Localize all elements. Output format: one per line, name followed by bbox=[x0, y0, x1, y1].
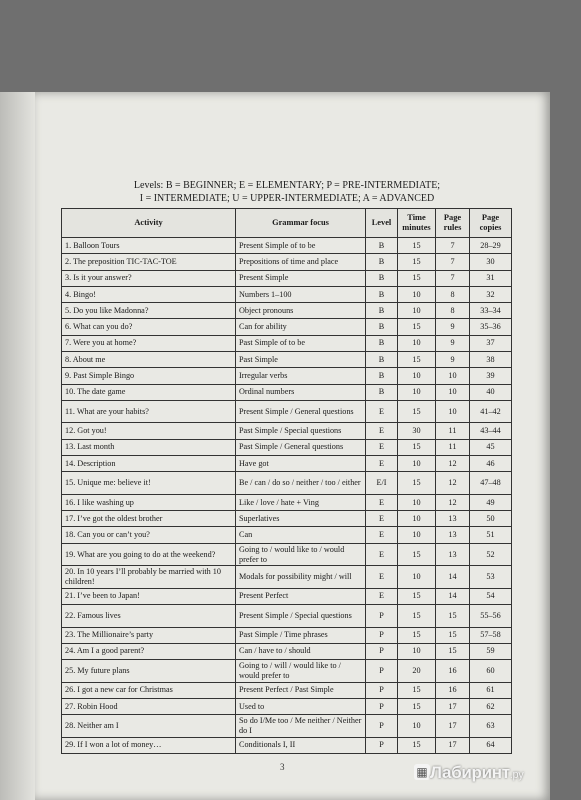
cell-level: B bbox=[366, 368, 398, 384]
cell-activity: 25. My future plans bbox=[62, 660, 236, 683]
cell-activity: 29. If I won a lot of money… bbox=[62, 737, 236, 753]
header-grammar-focus: Grammar focus bbox=[236, 209, 366, 238]
cell-page-copies: 32 bbox=[470, 286, 512, 302]
cell-time: 15 bbox=[398, 238, 436, 254]
table-row bbox=[62, 605, 512, 628]
cell-page-rules: 9 bbox=[436, 352, 470, 368]
cell-activity: 6. What can you do? bbox=[62, 319, 236, 335]
cell-time: 10 bbox=[398, 456, 436, 472]
cell-grammar-focus: Past Simple of to be bbox=[236, 335, 366, 351]
cell-level: E bbox=[366, 439, 398, 455]
cell-page-rules: 15 bbox=[436, 605, 470, 628]
cell-level: E bbox=[366, 588, 398, 604]
cell-time: 20 bbox=[398, 660, 436, 683]
cell-time: 10 bbox=[398, 335, 436, 351]
cell-page-copies: 33–34 bbox=[470, 303, 512, 319]
table-row bbox=[62, 352, 512, 368]
cell-page-rules: 13 bbox=[436, 543, 470, 566]
cell-page-rules: 14 bbox=[436, 588, 470, 604]
cell-page-rules: 11 bbox=[436, 439, 470, 455]
cell-activity: 5. Do you like Madonna? bbox=[62, 303, 236, 319]
levels-legend-line-1: Levels: B = BEGINNER; E = ELEMENTARY; P = PRE-INTERMEDIATE; bbox=[133, 180, 441, 191]
activities-table bbox=[61, 208, 512, 754]
cell-level: B bbox=[366, 319, 398, 335]
cell-level: B bbox=[366, 352, 398, 368]
cell-page-rules: 12 bbox=[436, 472, 470, 495]
cell-page-rules: 17 bbox=[436, 698, 470, 714]
cell-grammar-focus: Used to bbox=[236, 698, 366, 714]
cell-page-rules: 11 bbox=[436, 423, 470, 439]
cell-grammar-focus: Present Simple / Special questions bbox=[236, 605, 366, 628]
table-row bbox=[62, 737, 512, 753]
table-row bbox=[62, 303, 512, 319]
cell-grammar-focus: Past Simple bbox=[236, 352, 366, 368]
cell-time: 10 bbox=[398, 566, 436, 589]
cell-time: 10 bbox=[398, 303, 436, 319]
cell-activity: 8. About me bbox=[62, 352, 236, 368]
cell-level: E bbox=[366, 566, 398, 589]
cell-page-rules: 12 bbox=[436, 494, 470, 510]
cell-time: 15 bbox=[398, 352, 436, 368]
cell-page-copies: 52 bbox=[470, 543, 512, 566]
cell-grammar-focus: Modals for possibility might / will bbox=[236, 566, 366, 589]
cell-activity: 4. Bingo! bbox=[62, 286, 236, 302]
cell-page-copies: 61 bbox=[470, 682, 512, 698]
table-row bbox=[62, 368, 512, 384]
cell-page-copies: 59 bbox=[470, 643, 512, 659]
cell-activity: 3. Is it your answer? bbox=[62, 270, 236, 286]
cell-page-rules: 8 bbox=[436, 303, 470, 319]
cell-grammar-focus: Like / love / hate + Ving bbox=[236, 494, 366, 510]
cell-grammar-focus: Can / have to / should bbox=[236, 643, 366, 659]
cell-grammar-focus: Be / can / do so / neither / too / either bbox=[236, 472, 366, 495]
cell-level: E bbox=[366, 456, 398, 472]
cell-grammar-focus: Present Perfect / Past Simple bbox=[236, 682, 366, 698]
cell-time: 15 bbox=[398, 682, 436, 698]
cell-page-copies: 40 bbox=[470, 384, 512, 400]
cell-grammar-focus: Present Simple bbox=[236, 270, 366, 286]
table-row bbox=[62, 643, 512, 659]
cell-activity: 18. Can you or can’t you? bbox=[62, 527, 236, 543]
table-row bbox=[62, 286, 512, 302]
watermark-suffix: .ру bbox=[509, 769, 524, 781]
table-row bbox=[62, 254, 512, 270]
cell-page-rules: 10 bbox=[436, 400, 470, 423]
cell-activity: 13. Last month bbox=[62, 439, 236, 455]
table-row bbox=[62, 660, 512, 683]
cell-level: P bbox=[366, 715, 398, 738]
header-level: Level bbox=[366, 209, 398, 238]
cell-time: 10 bbox=[398, 715, 436, 738]
watermark-main: Лабиринт bbox=[430, 763, 510, 782]
cell-grammar-focus: Have got bbox=[236, 456, 366, 472]
cell-page-rules: 10 bbox=[436, 368, 470, 384]
table-row bbox=[62, 494, 512, 510]
cell-activity: 27. Robin Hood bbox=[62, 698, 236, 714]
cell-grammar-focus: Past Simple / General questions bbox=[236, 439, 366, 455]
cell-page-copies: 41–42 bbox=[470, 400, 512, 423]
cell-time: 10 bbox=[398, 643, 436, 659]
cell-grammar-focus: Can bbox=[236, 527, 366, 543]
cell-page-copies: 53 bbox=[470, 566, 512, 589]
cell-activity: 14. Description bbox=[62, 456, 236, 472]
cell-activity: 15. Unique me: believe it! bbox=[62, 472, 236, 495]
cell-page-rules: 8 bbox=[436, 286, 470, 302]
cell-page-rules: 17 bbox=[436, 715, 470, 738]
cell-time: 15 bbox=[398, 605, 436, 628]
cell-grammar-focus: Prepositions of time and place bbox=[236, 254, 366, 270]
table-row bbox=[62, 715, 512, 738]
cell-activity: 1. Balloon Tours bbox=[62, 238, 236, 254]
cell-grammar-focus: Present Perfect bbox=[236, 588, 366, 604]
cell-activity: 23. The Millionaire’s party bbox=[62, 627, 236, 643]
cell-time: 15 bbox=[398, 270, 436, 286]
cell-level: B bbox=[366, 254, 398, 270]
cell-page-rules: 7 bbox=[436, 254, 470, 270]
cell-page-rules: 13 bbox=[436, 511, 470, 527]
cell-activity: 17. I’ve got the oldest brother bbox=[62, 511, 236, 527]
cell-grammar-focus: Object pronouns bbox=[236, 303, 366, 319]
cell-page-copies: 50 bbox=[470, 511, 512, 527]
levels-legend bbox=[64, 180, 510, 205]
cell-level: B bbox=[366, 270, 398, 286]
table-row bbox=[62, 456, 512, 472]
cell-activity: 11. What are your habits? bbox=[62, 400, 236, 423]
cell-activity: 7. Were you at home? bbox=[62, 335, 236, 351]
cell-page-copies: 49 bbox=[470, 494, 512, 510]
table-row bbox=[62, 627, 512, 643]
table-row bbox=[62, 588, 512, 604]
cell-time: 10 bbox=[398, 494, 436, 510]
cell-grammar-focus: Superlatives bbox=[236, 511, 366, 527]
page-gutter-shadow bbox=[0, 92, 40, 800]
levels-legend-line-2: I = INTERMEDIATE; U = UPPER-INTERMEDIATE; A = ADVANCED bbox=[139, 192, 435, 204]
cell-page-copies: 62 bbox=[470, 698, 512, 714]
header-time-minutes: Time minutes bbox=[398, 209, 436, 238]
labirint-watermark bbox=[430, 763, 523, 783]
table-row bbox=[62, 439, 512, 455]
cell-page-copies: 47–48 bbox=[470, 472, 512, 495]
cell-level: P bbox=[366, 682, 398, 698]
cell-activity: 26. I got a new car for Christmas bbox=[62, 682, 236, 698]
cell-time: 15 bbox=[398, 439, 436, 455]
cell-level: P bbox=[366, 660, 398, 683]
header-page-copies: Page copies bbox=[470, 209, 512, 238]
cell-page-copies: 57–58 bbox=[470, 627, 512, 643]
cell-page-rules: 9 bbox=[436, 335, 470, 351]
cell-activity: 9. Past Simple Bingo bbox=[62, 368, 236, 384]
cell-grammar-focus: Present Simple / General questions bbox=[236, 400, 366, 423]
cell-page-copies: 63 bbox=[470, 715, 512, 738]
cell-page-copies: 46 bbox=[470, 456, 512, 472]
cell-grammar-focus: Ordinal numbers bbox=[236, 384, 366, 400]
table-row bbox=[62, 543, 512, 566]
cell-page-rules: 13 bbox=[436, 527, 470, 543]
cell-level: P bbox=[366, 605, 398, 628]
table-row bbox=[62, 511, 512, 527]
cell-level: E bbox=[366, 400, 398, 423]
cell-grammar-focus: Going to / would like to / would prefer to bbox=[236, 543, 366, 566]
cell-grammar-focus: Past Simple / Time phrases bbox=[236, 627, 366, 643]
table-row bbox=[62, 400, 512, 423]
cell-page-rules: 14 bbox=[436, 566, 470, 589]
cell-time: 15 bbox=[398, 737, 436, 753]
cell-level: B bbox=[366, 384, 398, 400]
cell-grammar-focus: Can for ability bbox=[236, 319, 366, 335]
table-row bbox=[62, 566, 512, 589]
cell-page-rules: 9 bbox=[436, 319, 470, 335]
cell-page-copies: 38 bbox=[470, 352, 512, 368]
cell-page-copies: 64 bbox=[470, 737, 512, 753]
cell-level: E bbox=[366, 543, 398, 566]
cell-time: 10 bbox=[398, 286, 436, 302]
cell-level: B bbox=[366, 238, 398, 254]
table-row bbox=[62, 335, 512, 351]
cell-page-copies: 28–29 bbox=[470, 238, 512, 254]
cell-activity: 21. I’ve been to Japan! bbox=[62, 588, 236, 604]
cell-activity: 28. Neither am I bbox=[62, 715, 236, 738]
cell-time: 15 bbox=[398, 400, 436, 423]
table-row bbox=[62, 472, 512, 495]
cell-page-rules: 17 bbox=[436, 737, 470, 753]
cell-activity: 22. Famous lives bbox=[62, 605, 236, 628]
cell-grammar-focus: Past Simple / Special questions bbox=[236, 423, 366, 439]
cell-page-copies: 39 bbox=[470, 368, 512, 384]
table-row bbox=[62, 527, 512, 543]
cell-time: 15 bbox=[398, 698, 436, 714]
cell-level: B bbox=[366, 303, 398, 319]
cell-grammar-focus: Present Simple of to be bbox=[236, 238, 366, 254]
cell-page-rules: 15 bbox=[436, 627, 470, 643]
cell-page-copies: 35–36 bbox=[470, 319, 512, 335]
cell-time: 15 bbox=[398, 319, 436, 335]
cell-page-rules: 7 bbox=[436, 238, 470, 254]
cell-page-copies: 30 bbox=[470, 254, 512, 270]
cell-grammar-focus: So do I/Me too / Me neither / Neither do I bbox=[236, 715, 366, 738]
cell-grammar-focus: Conditionals I, II bbox=[236, 737, 366, 753]
cell-time: 15 bbox=[398, 472, 436, 495]
cell-time: 30 bbox=[398, 423, 436, 439]
cell-page-rules: 12 bbox=[436, 456, 470, 472]
cell-activity: 16. I like washing up bbox=[62, 494, 236, 510]
cell-activity: 24. Am I a good parent? bbox=[62, 643, 236, 659]
cell-time: 15 bbox=[398, 543, 436, 566]
cell-grammar-focus: Numbers 1–100 bbox=[236, 286, 366, 302]
cell-page-copies: 51 bbox=[470, 527, 512, 543]
cell-page-copies: 60 bbox=[470, 660, 512, 683]
table-row bbox=[62, 698, 512, 714]
cell-grammar-focus: Irregular verbs bbox=[236, 368, 366, 384]
cell-page-copies: 54 bbox=[470, 588, 512, 604]
cell-activity: 10. The date game bbox=[62, 384, 236, 400]
cell-page-copies: 43–44 bbox=[470, 423, 512, 439]
cell-time: 10 bbox=[398, 368, 436, 384]
cell-activity: 2. The preposition TIC-TAC-TOE bbox=[62, 254, 236, 270]
cell-level: B bbox=[366, 286, 398, 302]
cell-grammar-focus: Going to / will / would like to / would prefer to bbox=[236, 660, 366, 683]
table-row bbox=[62, 384, 512, 400]
table-row bbox=[62, 423, 512, 439]
cell-time: 15 bbox=[398, 588, 436, 604]
cell-page-rules: 15 bbox=[436, 643, 470, 659]
cell-level: E bbox=[366, 423, 398, 439]
cell-level: P bbox=[366, 737, 398, 753]
cell-page-copies: 31 bbox=[470, 270, 512, 286]
cell-activity: 20. In 10 years I’ll probably be married with 10 children! bbox=[62, 566, 236, 589]
cell-page-copies: 55–56 bbox=[470, 605, 512, 628]
cell-time: 10 bbox=[398, 511, 436, 527]
cell-page-rules: 16 bbox=[436, 682, 470, 698]
cell-time: 10 bbox=[398, 384, 436, 400]
cell-page-rules: 7 bbox=[436, 270, 470, 286]
labirint-logo-icon: ▦ bbox=[414, 764, 430, 780]
table-row bbox=[62, 270, 512, 286]
cell-level: E bbox=[366, 511, 398, 527]
cell-level: P bbox=[366, 627, 398, 643]
cell-page-rules: 10 bbox=[436, 384, 470, 400]
cell-activity: 19. What are you going to do at the weekend? bbox=[62, 543, 236, 566]
cell-activity: 12. Got you! bbox=[62, 423, 236, 439]
cell-level: E bbox=[366, 494, 398, 510]
table-row bbox=[62, 682, 512, 698]
cell-level: P bbox=[366, 698, 398, 714]
cell-level: E/I bbox=[366, 472, 398, 495]
page-number: 3 bbox=[280, 762, 285, 772]
table-header-row bbox=[62, 209, 512, 238]
cell-time: 15 bbox=[398, 627, 436, 643]
cell-level: P bbox=[366, 643, 398, 659]
table-row bbox=[62, 319, 512, 335]
header-page-rules: Page rules bbox=[436, 209, 470, 238]
table-row bbox=[62, 238, 512, 254]
cell-level: B bbox=[366, 335, 398, 351]
cell-time: 15 bbox=[398, 254, 436, 270]
cell-time: 10 bbox=[398, 527, 436, 543]
cell-page-rules: 16 bbox=[436, 660, 470, 683]
cell-level: E bbox=[366, 527, 398, 543]
header-activity: Activity bbox=[62, 209, 236, 238]
cell-page-copies: 37 bbox=[470, 335, 512, 351]
cell-page-copies: 45 bbox=[470, 439, 512, 455]
